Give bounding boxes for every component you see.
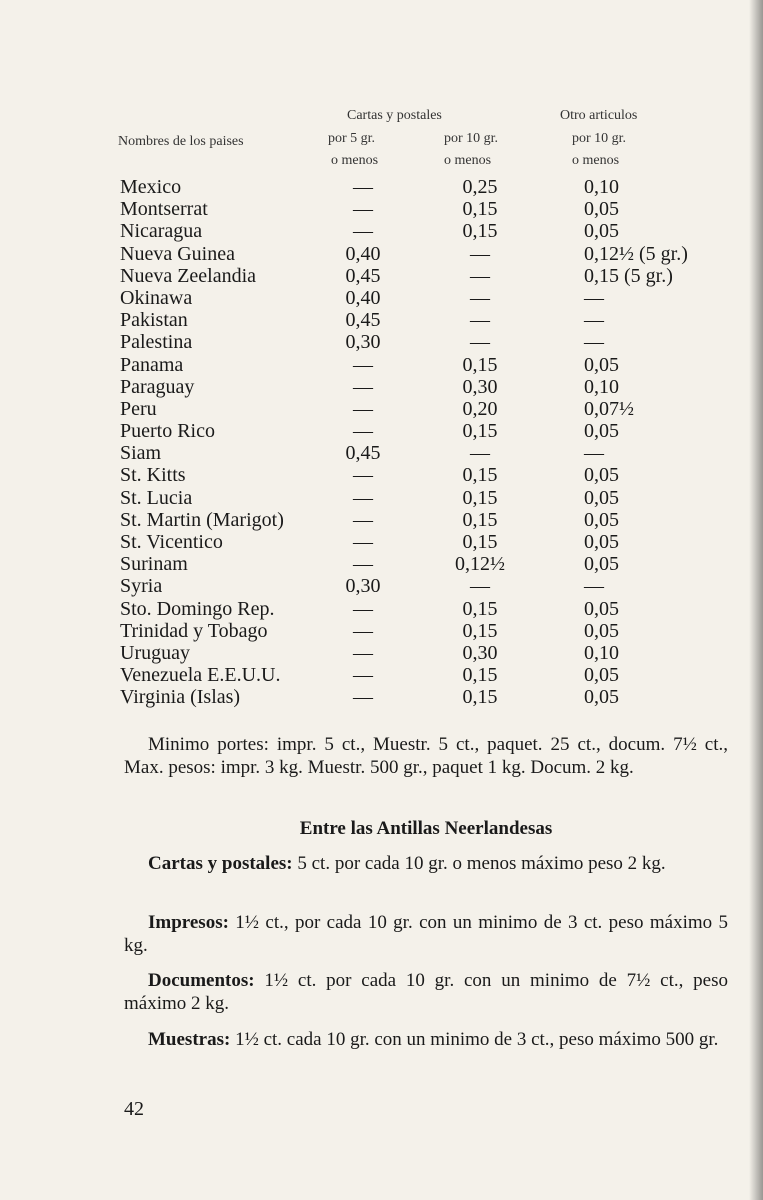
country-name: Puerto Rico bbox=[120, 420, 215, 443]
rate-other: 0,05 bbox=[584, 464, 619, 487]
header-col1-menos: o menos bbox=[331, 153, 379, 168]
rate-other: 0,05 bbox=[584, 508, 619, 531]
rate-10gr: 0,15 bbox=[462, 531, 498, 553]
country-name: Virginia (Islas) bbox=[120, 686, 241, 709]
rate-other: 0,05 bbox=[584, 531, 619, 553]
rate-5gr: — bbox=[353, 198, 373, 221]
table-row bbox=[120, 686, 720, 708]
table-row bbox=[120, 398, 720, 420]
rate-5gr: 0,45 bbox=[345, 264, 381, 287]
rate-10gr: — bbox=[470, 309, 490, 332]
country-name: Uruguay bbox=[120, 641, 190, 664]
rate-5gr: — bbox=[353, 664, 373, 687]
header-countries: Nombres de los paises bbox=[118, 134, 244, 149]
country-name: St. Kitts bbox=[120, 464, 186, 487]
rate-5gr: — bbox=[353, 686, 373, 709]
rate-10gr: 0,15 bbox=[462, 464, 498, 487]
rate-10gr: 0,15 bbox=[462, 508, 498, 531]
rate-other: 0,15 (5 gr.) bbox=[584, 264, 673, 287]
paragraph-cartas bbox=[124, 852, 728, 875]
rate-10gr: — bbox=[470, 242, 490, 265]
rate-5gr: — bbox=[353, 353, 373, 376]
rate-5gr: — bbox=[353, 531, 373, 553]
country-name: Montserrat bbox=[120, 198, 208, 221]
table-row bbox=[120, 198, 720, 220]
country-name: Peru bbox=[120, 397, 157, 420]
rate-10gr: 0,15 bbox=[462, 597, 498, 620]
country-name: Palestina bbox=[120, 331, 193, 354]
table-row bbox=[120, 265, 720, 287]
rate-5gr: — bbox=[353, 397, 373, 420]
documentos-text: 1½ ct. por cada 10 gr. con un minimo de 7½ ct., peso máximo 2 kg. bbox=[124, 970, 728, 1014]
table-row bbox=[120, 553, 720, 575]
country-name: St. Lucia bbox=[120, 486, 193, 509]
table-row bbox=[120, 487, 720, 509]
rate-10gr: 0,15 bbox=[462, 686, 498, 709]
table-row bbox=[120, 176, 720, 198]
rate-5gr: — bbox=[353, 375, 373, 398]
country-name: Nueva Guinea bbox=[120, 242, 235, 265]
rate-5gr: 0,45 bbox=[345, 442, 381, 465]
table-row bbox=[120, 642, 720, 664]
rate-other: 0,10 bbox=[584, 641, 619, 664]
country-name: Siam bbox=[120, 442, 162, 465]
table-row bbox=[120, 243, 720, 265]
country-name: Okinawa bbox=[120, 286, 193, 309]
table-row bbox=[120, 309, 720, 331]
rate-5gr: 0,30 bbox=[345, 331, 381, 354]
rate-other: 0,05 bbox=[584, 664, 619, 687]
header-group-other: Otro articulos bbox=[560, 108, 638, 123]
rate-10gr: — bbox=[470, 264, 490, 287]
rate-10gr: — bbox=[470, 442, 490, 465]
country-name: Surinam bbox=[120, 553, 188, 576]
table-row bbox=[120, 598, 720, 620]
rate-5gr: — bbox=[353, 641, 373, 664]
rate-10gr: 0,15 bbox=[462, 198, 498, 221]
rate-other: 0,05 bbox=[584, 420, 619, 443]
rate-10gr: 0,25 bbox=[462, 176, 498, 198]
country-name: Nueva Zeelandia bbox=[120, 264, 257, 287]
table-row bbox=[120, 354, 720, 376]
country-name: St. Vicentico bbox=[120, 531, 223, 553]
rate-other: — bbox=[584, 575, 604, 598]
rate-5gr: 0,40 bbox=[345, 242, 381, 265]
rate-5gr: — bbox=[353, 508, 373, 531]
table-row bbox=[120, 442, 720, 464]
table-row bbox=[120, 575, 720, 597]
rate-5gr: 0,30 bbox=[345, 575, 381, 598]
table-row bbox=[120, 287, 720, 309]
muestras-text: 1½ ct. cada 10 gr. con un minimo de 3 ct., peso máximo 500 gr. bbox=[230, 1029, 719, 1050]
country-name: Venezuela E.E.U.U. bbox=[120, 664, 281, 687]
rate-10gr: — bbox=[470, 575, 490, 598]
rate-5gr: — bbox=[353, 420, 373, 443]
rate-other: 0,05 bbox=[584, 686, 619, 709]
minimo-note: Minimo portes: impr. 5 ct., Muestr. 5 ct., paquet. 25 ct., docum. 7½ ct., Max. pesos: impr. 3 kg. Muestr. 500 gr., paquet 1 kg. Docum. 2 kg. bbox=[124, 734, 728, 778]
header-group-letters: Cartas y postales bbox=[347, 108, 442, 123]
rate-other: 0,05 bbox=[584, 353, 619, 376]
rate-5gr: — bbox=[353, 486, 373, 509]
table-row bbox=[120, 664, 720, 686]
rate-10gr: 0,15 bbox=[462, 664, 498, 687]
rate-other: 0,05 bbox=[584, 220, 619, 243]
table-row bbox=[120, 620, 720, 642]
impresos-label: Impresos: bbox=[148, 912, 229, 933]
table-row bbox=[120, 420, 720, 442]
table-row bbox=[120, 331, 720, 353]
rate-10gr: 0,20 bbox=[462, 397, 498, 420]
rate-10gr: — bbox=[470, 286, 490, 309]
table-row bbox=[120, 376, 720, 398]
rate-10gr: 0,15 bbox=[462, 353, 498, 376]
rate-5gr: — bbox=[353, 176, 373, 198]
rate-other: 0,05 bbox=[584, 597, 619, 620]
page-number: 42 bbox=[124, 1098, 144, 1120]
header-col1-weight: por 5 gr. bbox=[328, 131, 376, 146]
rate-5gr: 0,45 bbox=[345, 309, 381, 332]
rate-5gr: — bbox=[353, 220, 373, 243]
rate-10gr: 0,30 bbox=[462, 641, 498, 664]
country-name: Pakistan bbox=[120, 309, 188, 332]
documentos-label: Documentos: bbox=[148, 970, 255, 991]
rate-5gr: 0,40 bbox=[345, 286, 381, 309]
rate-5gr: — bbox=[353, 619, 373, 642]
rate-5gr: — bbox=[353, 553, 373, 576]
rate-10gr: 0,15 bbox=[462, 220, 498, 243]
section-title: Entre las Antillas Neerlandesas bbox=[299, 818, 553, 839]
country-name: Nicaragua bbox=[120, 220, 203, 243]
rate-other: 0,10 bbox=[584, 375, 619, 398]
rate-10gr: 0,15 bbox=[462, 486, 498, 509]
rate-other: 0,05 bbox=[584, 553, 619, 576]
rate-other: 0,05 bbox=[584, 198, 619, 221]
cartas-label: Cartas y postales: bbox=[148, 853, 293, 874]
rate-10gr: — bbox=[470, 331, 490, 354]
muestras-label: Muestras: bbox=[148, 1029, 231, 1050]
rate-other: — bbox=[584, 442, 604, 465]
country-name: St. Martin (Marigot) bbox=[120, 508, 284, 531]
paragraph-impresos bbox=[124, 911, 728, 957]
country-name: Trinidad y Tobago bbox=[120, 619, 268, 642]
impresos-text: 1½ ct., por cada 10 gr. con un minimo de 3 ct. peso máximo 5 kg. bbox=[124, 912, 728, 956]
rate-other: — bbox=[584, 286, 604, 309]
country-name: Paraguay bbox=[120, 375, 195, 398]
table-row bbox=[120, 531, 720, 553]
paragraph-documentos bbox=[124, 969, 728, 1015]
paragraph-muestras bbox=[124, 1028, 728, 1051]
rate-other: 0,05 bbox=[584, 619, 619, 642]
rate-other: — bbox=[584, 331, 604, 354]
country-name: Sto. Domingo Rep. bbox=[120, 597, 275, 620]
table-row bbox=[120, 220, 720, 242]
header-col3-weight: por 10 gr. bbox=[572, 131, 627, 146]
header-col2-menos: o menos bbox=[444, 153, 492, 168]
rate-other: 0,05 bbox=[584, 486, 619, 509]
header-col2-weight: por 10 gr. bbox=[444, 131, 499, 146]
rate-5gr: — bbox=[353, 597, 373, 620]
rate-other: 0,10 bbox=[584, 176, 619, 198]
table-row bbox=[120, 509, 720, 531]
country-name: Panama bbox=[120, 353, 184, 376]
rate-10gr: 0,15 bbox=[462, 619, 498, 642]
page-edge-shadow bbox=[749, 0, 763, 1200]
cartas-text: 5 ct. por cada 10 gr. o menos máximo peso 2 kg. bbox=[292, 853, 666, 874]
rate-10gr: 0,12½ bbox=[455, 553, 505, 576]
rate-10gr: 0,15 bbox=[462, 420, 498, 443]
country-name: Mexico bbox=[120, 176, 182, 198]
table-row bbox=[120, 464, 720, 486]
rates-table bbox=[120, 176, 720, 709]
header-col3-menos: o menos bbox=[572, 153, 620, 168]
rate-other: 0,12½ (5 gr.) bbox=[584, 242, 688, 265]
rate-10gr: 0,30 bbox=[462, 375, 498, 398]
country-name: Syria bbox=[120, 575, 163, 598]
rate-other: 0,07½ bbox=[584, 397, 634, 420]
rate-other: — bbox=[584, 309, 604, 332]
rate-5gr: — bbox=[353, 464, 373, 487]
